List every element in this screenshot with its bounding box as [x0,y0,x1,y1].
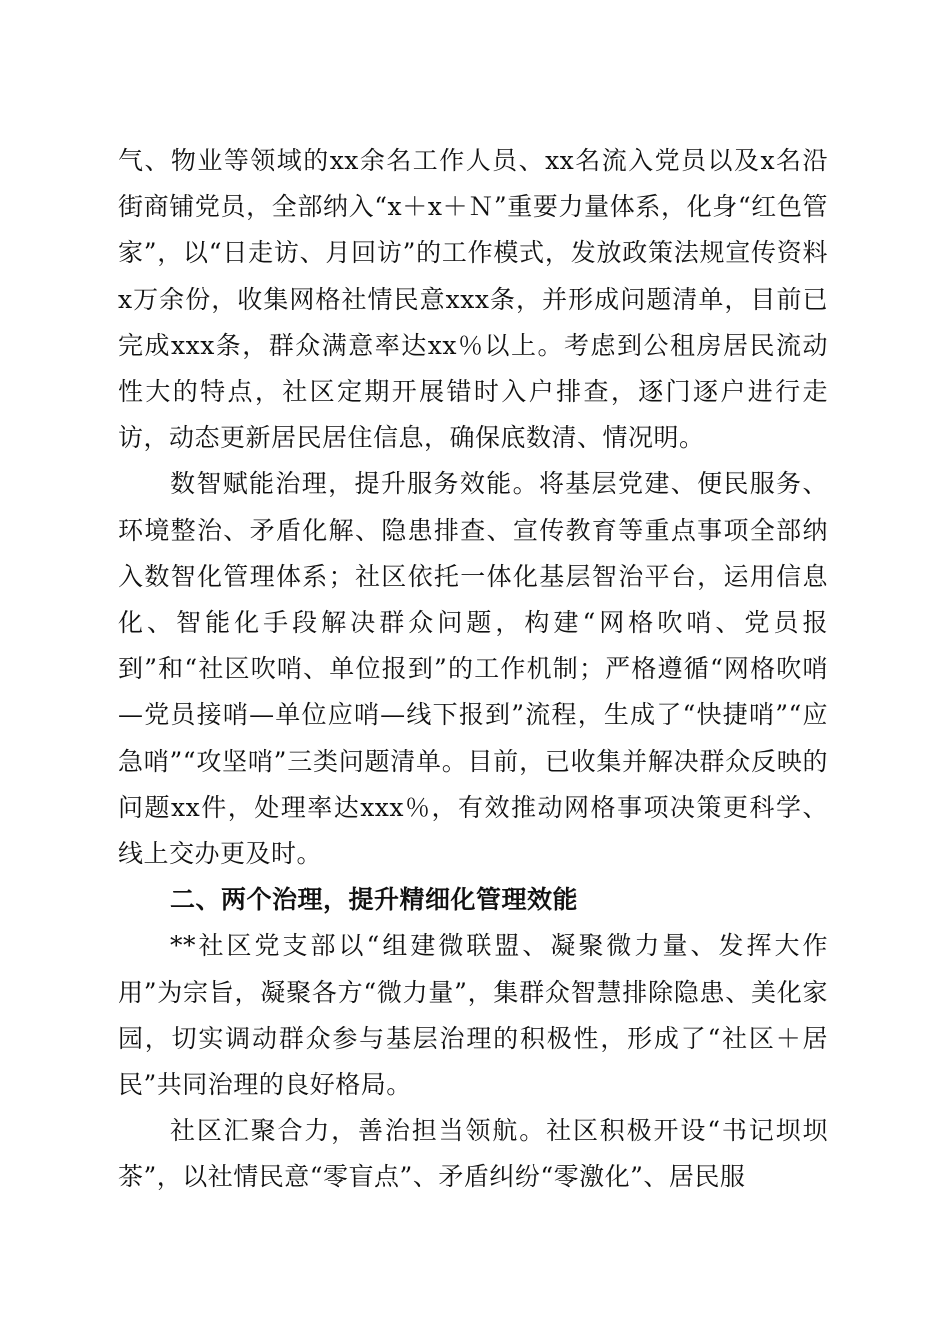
section-heading-2: 二、两个治理，提升精细化管理效能 [170,885,579,915]
document-body [118,138,828,1201]
paragraph-2: 数智赋能治理，提升服务效能。将基层党建、便民服务、环境整治、矛盾化解、隐患排查、宣传教育等重点事项全部纳入数智化管理体系；社区依托一体化基层智治平台，运用信息化、智能化手段解决群众问题，构建“网格吹哨、党员报到”和“社区吹哨、单位报到”的工作机制；严格遵循“网格吹哨—党员接哨—单位应哨—线下报到”流程，生成了“快捷哨”“应急哨”“攻坚哨”三类问题清单。目前，已收集并解决群众反映的问题xx件，处理率达xxx％，有效推动网格事项决策更科学、线上交办更及时。 [118,469,828,869]
paragraph-1: 气、物业等领域的xx余名工作人员、xx名流入党员以及x名沿街商铺党员，全部纳入“x＋x＋Ｎ”重要力量体系，化身“红色管家”，以“日走访、月回访”的工作模式，发放政策法规宣传资料x万余份，收集网格社情民意xxx条，并形成问题清单，目前已完成xxx条，群众满意率达xx％以上。考虑到公租房居民流动性大的特点，社区定期开展错时入户排查，逐门逐户进行走访，动态更新居民居住信息，确保底数清、情况明。 [118,146,828,453]
paragraph-3: **社区党支部以“组建微联盟、凝聚微力量、发挥大作用”为宗旨，凝聚各方“微力量”，集群众智慧排除隐患、美化家园，切实调动群众参与基层治理的积极性，形成了“社区＋居民”共同治理的良好格局。 [118,931,828,1100]
paragraph-4: 社区汇聚合力，善治担当领航。社区积极开设“书记坝坝茶”，以社情民意“零盲点”、矛盾纠纷“零激化”、居民服 [118,1116,828,1192]
